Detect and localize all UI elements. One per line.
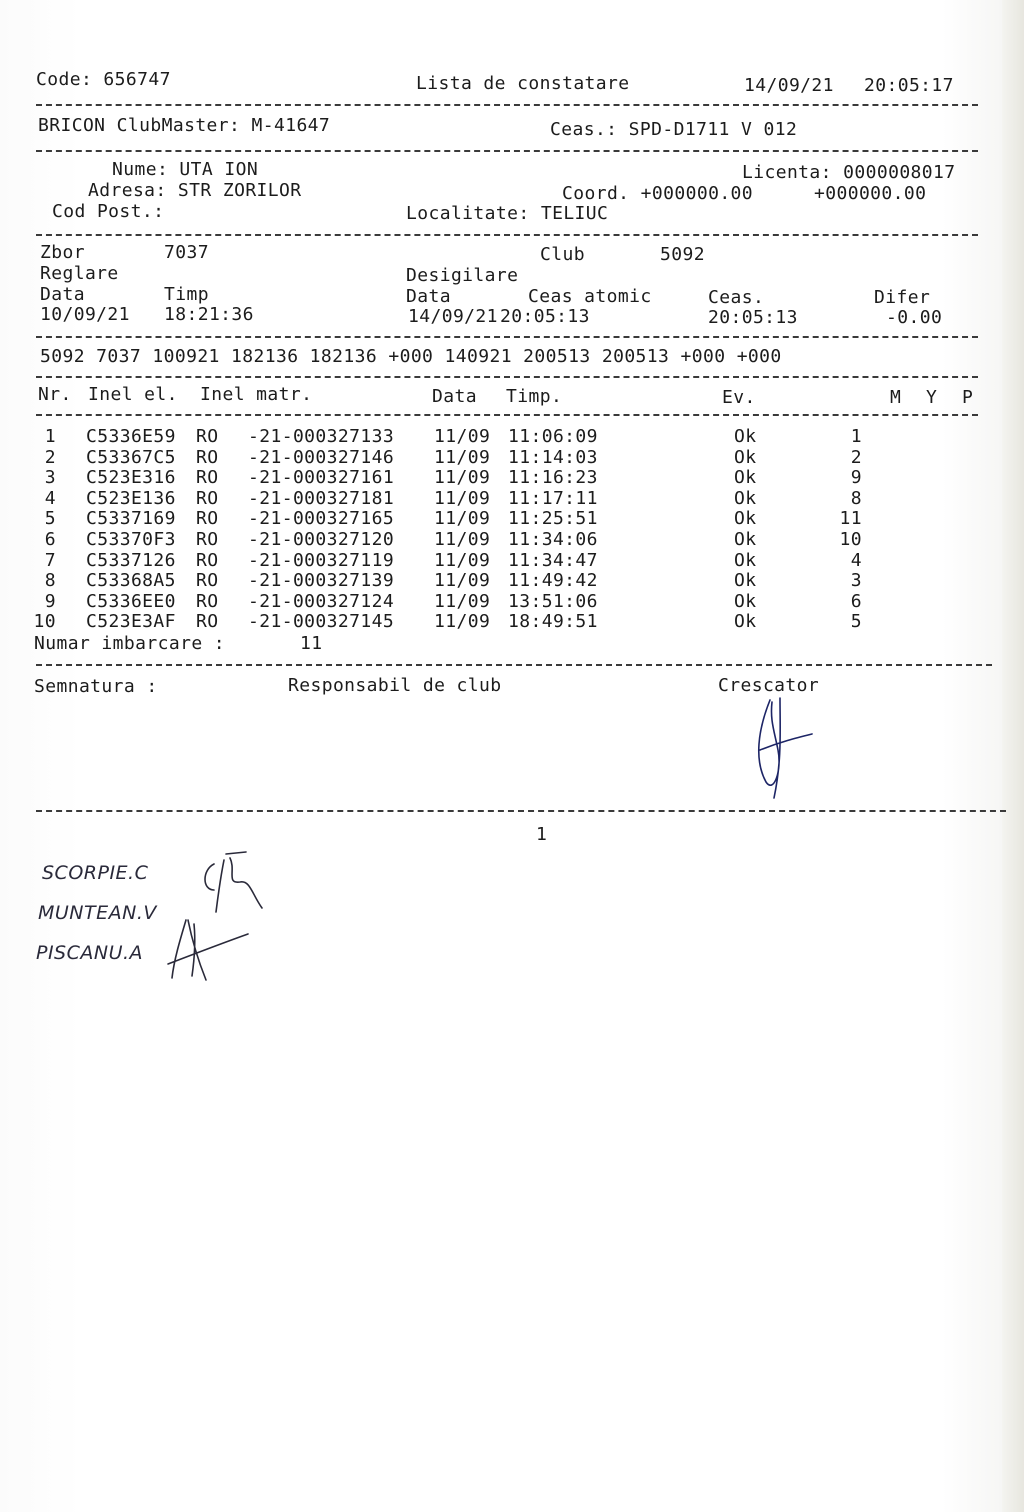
signature-label: Semnatura : <box>34 676 158 697</box>
row-time: 11:49:42 <box>508 570 598 592</box>
club-label: Club <box>540 244 585 265</box>
row-date: 11/09 <box>434 611 491 633</box>
col-nr: Nr. <box>38 384 72 405</box>
row-event: Ok <box>734 590 757 612</box>
document-title: Lista de constatare <box>416 73 630 94</box>
row-ring-electronic: C5336EE0 <box>86 590 176 612</box>
row-ring-electronic: C53370F3 <box>86 529 176 550</box>
flight-value: 7037 <box>164 242 209 263</box>
flight-label: Zbor <box>40 242 85 263</box>
unsealing-date: 14/09/21 <box>408 306 498 327</box>
divider <box>36 810 1006 812</box>
handwritten-name-3: PISCANU.A <box>36 942 144 964</box>
row-time: 11:16:23 <box>508 467 598 489</box>
row-ring-number: -21-000327124 <box>248 590 395 612</box>
row-ring-electronic: C53367C5 <box>86 446 176 468</box>
col-m: M <box>890 387 902 408</box>
handwritten-signature-2 <box>164 914 254 986</box>
col-data: Data <box>432 386 477 407</box>
row-country: RO <box>196 446 219 468</box>
row-ring-number: -21-000327161 <box>248 467 395 489</box>
owner-address: Adresa: STR ZORILOR <box>88 180 302 201</box>
row-country: RO <box>196 508 219 530</box>
row-country: RO <box>196 487 219 509</box>
row-ring-number: -21-000327181 <box>248 487 395 509</box>
setting-label: Reglare <box>40 263 119 284</box>
col-inel-matr: Inel matr. <box>200 384 313 405</box>
row-event: Ok <box>734 549 757 571</box>
row-ring-electronic: C523E136 <box>86 487 176 509</box>
divider <box>36 414 978 416</box>
encoded-line: 5092 7037 100921 182136 182136 +000 140921 200513 200513 +000 +000 <box>40 346 782 367</box>
header-time: 20:05:17 <box>864 75 954 96</box>
row-time: 11:17:11 <box>508 487 598 509</box>
row-time: 11:25:51 <box>508 508 598 530</box>
setting-date-label: Data <box>40 284 85 305</box>
code-label: Code: 656747 <box>36 69 171 90</box>
row-ring-electronic: C5336E59 <box>86 426 176 447</box>
row-event: Ok <box>734 426 757 447</box>
row-ring-number: -21-000327119 <box>248 549 395 571</box>
clock-id: Ceas.: SPD-D1711 V 012 <box>550 119 798 140</box>
table-row <box>0 509 1000 529</box>
row-position: 1 <box>850 426 862 447</box>
handwritten-signature-1 <box>196 850 276 920</box>
coordinates: Coord. +000000.00 <box>562 183 754 204</box>
row-position: 6 <box>850 590 862 612</box>
breeder-label: Crescator <box>718 675 820 696</box>
divider <box>36 104 978 106</box>
row-number: 9 <box>44 590 56 612</box>
row-ring-electronic: C53368A5 <box>86 570 176 592</box>
row-event: Ok <box>734 487 757 509</box>
col-inel-el: Inel el. <box>88 384 178 405</box>
row-date: 11/09 <box>434 426 491 447</box>
atomic-clock-time: 20:05:13 <box>500 306 590 327</box>
row-country: RO <box>196 611 219 633</box>
page-number: 1 <box>536 824 548 845</box>
row-ring-electronic: C5337126 <box>86 549 176 571</box>
setting-time-label: Timp <box>164 284 209 305</box>
postal-code: Cod Post.: <box>52 201 165 222</box>
divider <box>36 150 978 152</box>
row-number: 3 <box>44 467 56 489</box>
locality: Localitate: TELIUC <box>406 203 609 224</box>
row-country: RO <box>196 426 219 447</box>
table-row <box>0 612 1000 632</box>
breeder-signature <box>740 690 830 810</box>
row-date: 11/09 <box>434 467 491 489</box>
row-country: RO <box>196 570 219 592</box>
row-time: 11:06:09 <box>508 426 598 447</box>
boarding-count-label: Numar imbarcare : <box>34 633 226 654</box>
handwritten-name-1: SCORPIE.C <box>42 862 149 884</box>
row-event: Ok <box>734 611 757 633</box>
table-row <box>0 551 1000 571</box>
row-position: 3 <box>850 570 862 592</box>
row-time: 13:51:06 <box>508 590 598 612</box>
table-row <box>0 530 1000 550</box>
row-date: 11/09 <box>434 570 491 592</box>
row-ring-number: -21-000327145 <box>248 611 395 633</box>
row-number: 5 <box>44 508 56 530</box>
row-position: 9 <box>850 467 862 489</box>
coordinates-second: +000000.00 <box>814 183 927 204</box>
row-ring-electronic: C523E3AF <box>86 611 176 633</box>
row-ring-number: -21-000327139 <box>248 570 395 592</box>
row-ring-number: -21-000327133 <box>248 426 395 447</box>
col-p: P <box>962 387 974 408</box>
col-timp: Timp. <box>506 386 563 407</box>
row-number: 10 <box>33 611 56 633</box>
divider <box>36 376 978 378</box>
row-number: 2 <box>44 446 56 468</box>
row-time: 11:34:06 <box>508 529 598 550</box>
table-row <box>0 427 1000 447</box>
row-country: RO <box>196 467 219 489</box>
unsealing-date-label: Data <box>406 286 451 307</box>
row-ring-number: -21-000327165 <box>248 508 395 530</box>
row-country: RO <box>196 590 219 612</box>
row-ring-number: -21-000327146 <box>248 446 395 468</box>
divider <box>36 664 992 666</box>
row-event: Ok <box>734 446 757 468</box>
row-time: 11:34:47 <box>508 549 598 571</box>
col-y: Y <box>926 387 938 408</box>
table-row <box>0 448 1000 468</box>
row-country: RO <box>196 529 219 550</box>
paper-edge <box>1002 0 1024 1512</box>
row-number: 1 <box>44 426 56 447</box>
row-event: Ok <box>734 570 757 592</box>
unsealing-label: Desigilare <box>406 265 519 286</box>
row-number: 8 <box>44 570 56 592</box>
row-event: Ok <box>734 508 757 530</box>
owner-name: Nume: UTA ION <box>112 159 259 180</box>
row-number: 4 <box>44 487 56 509</box>
table-row <box>0 592 1000 612</box>
club-value: 5092 <box>660 244 705 265</box>
row-position: 10 <box>839 529 862 550</box>
row-date: 11/09 <box>434 529 491 550</box>
row-ring-electronic: C523E316 <box>86 467 176 489</box>
row-event: Ok <box>734 467 757 489</box>
col-ev: Ev. <box>722 387 756 408</box>
row-date: 11/09 <box>434 549 491 571</box>
clock-time: 20:05:13 <box>708 307 798 328</box>
row-ring-electronic: C5337169 <box>86 508 176 530</box>
handwritten-name-2: MUNTEAN.V <box>38 902 157 924</box>
row-position: 5 <box>850 611 862 633</box>
table-row <box>0 468 1000 488</box>
difference-label: Difer <box>874 287 931 308</box>
row-time: 11:14:03 <box>508 446 598 468</box>
header-date: 14/09/21 <box>744 75 834 96</box>
row-date: 11/09 <box>434 590 491 612</box>
row-date: 11/09 <box>434 446 491 468</box>
divider <box>36 234 978 236</box>
row-position: 4 <box>850 549 862 571</box>
club-responsible-label: Responsabil de club <box>288 675 502 696</box>
row-date: 11/09 <box>434 508 491 530</box>
row-country: RO <box>196 549 219 571</box>
row-event: Ok <box>734 529 757 550</box>
setting-time: 18:21:36 <box>164 304 254 325</box>
license-number: Licenta: 0000008017 <box>742 162 956 183</box>
row-ring-number: -21-000327120 <box>248 529 395 550</box>
boarding-count-value: 11 <box>300 633 323 654</box>
row-time: 18:49:51 <box>508 611 598 633</box>
setting-date: 10/09/21 <box>40 304 130 325</box>
row-number: 7 <box>44 549 56 571</box>
difference-value: -0.00 <box>886 307 943 328</box>
atomic-clock-label: Ceas atomic <box>528 286 652 307</box>
clock-label: Ceas. <box>708 287 765 308</box>
row-position: 8 <box>850 487 862 509</box>
table-row <box>0 489 1000 509</box>
table-row <box>0 571 1000 591</box>
divider <box>36 336 978 338</box>
row-date: 11/09 <box>434 487 491 509</box>
row-number: 6 <box>44 529 56 550</box>
row-position: 11 <box>839 508 862 530</box>
row-position: 2 <box>850 446 862 468</box>
clubmaster-id: BRICON ClubMaster: M-41647 <box>38 115 331 136</box>
